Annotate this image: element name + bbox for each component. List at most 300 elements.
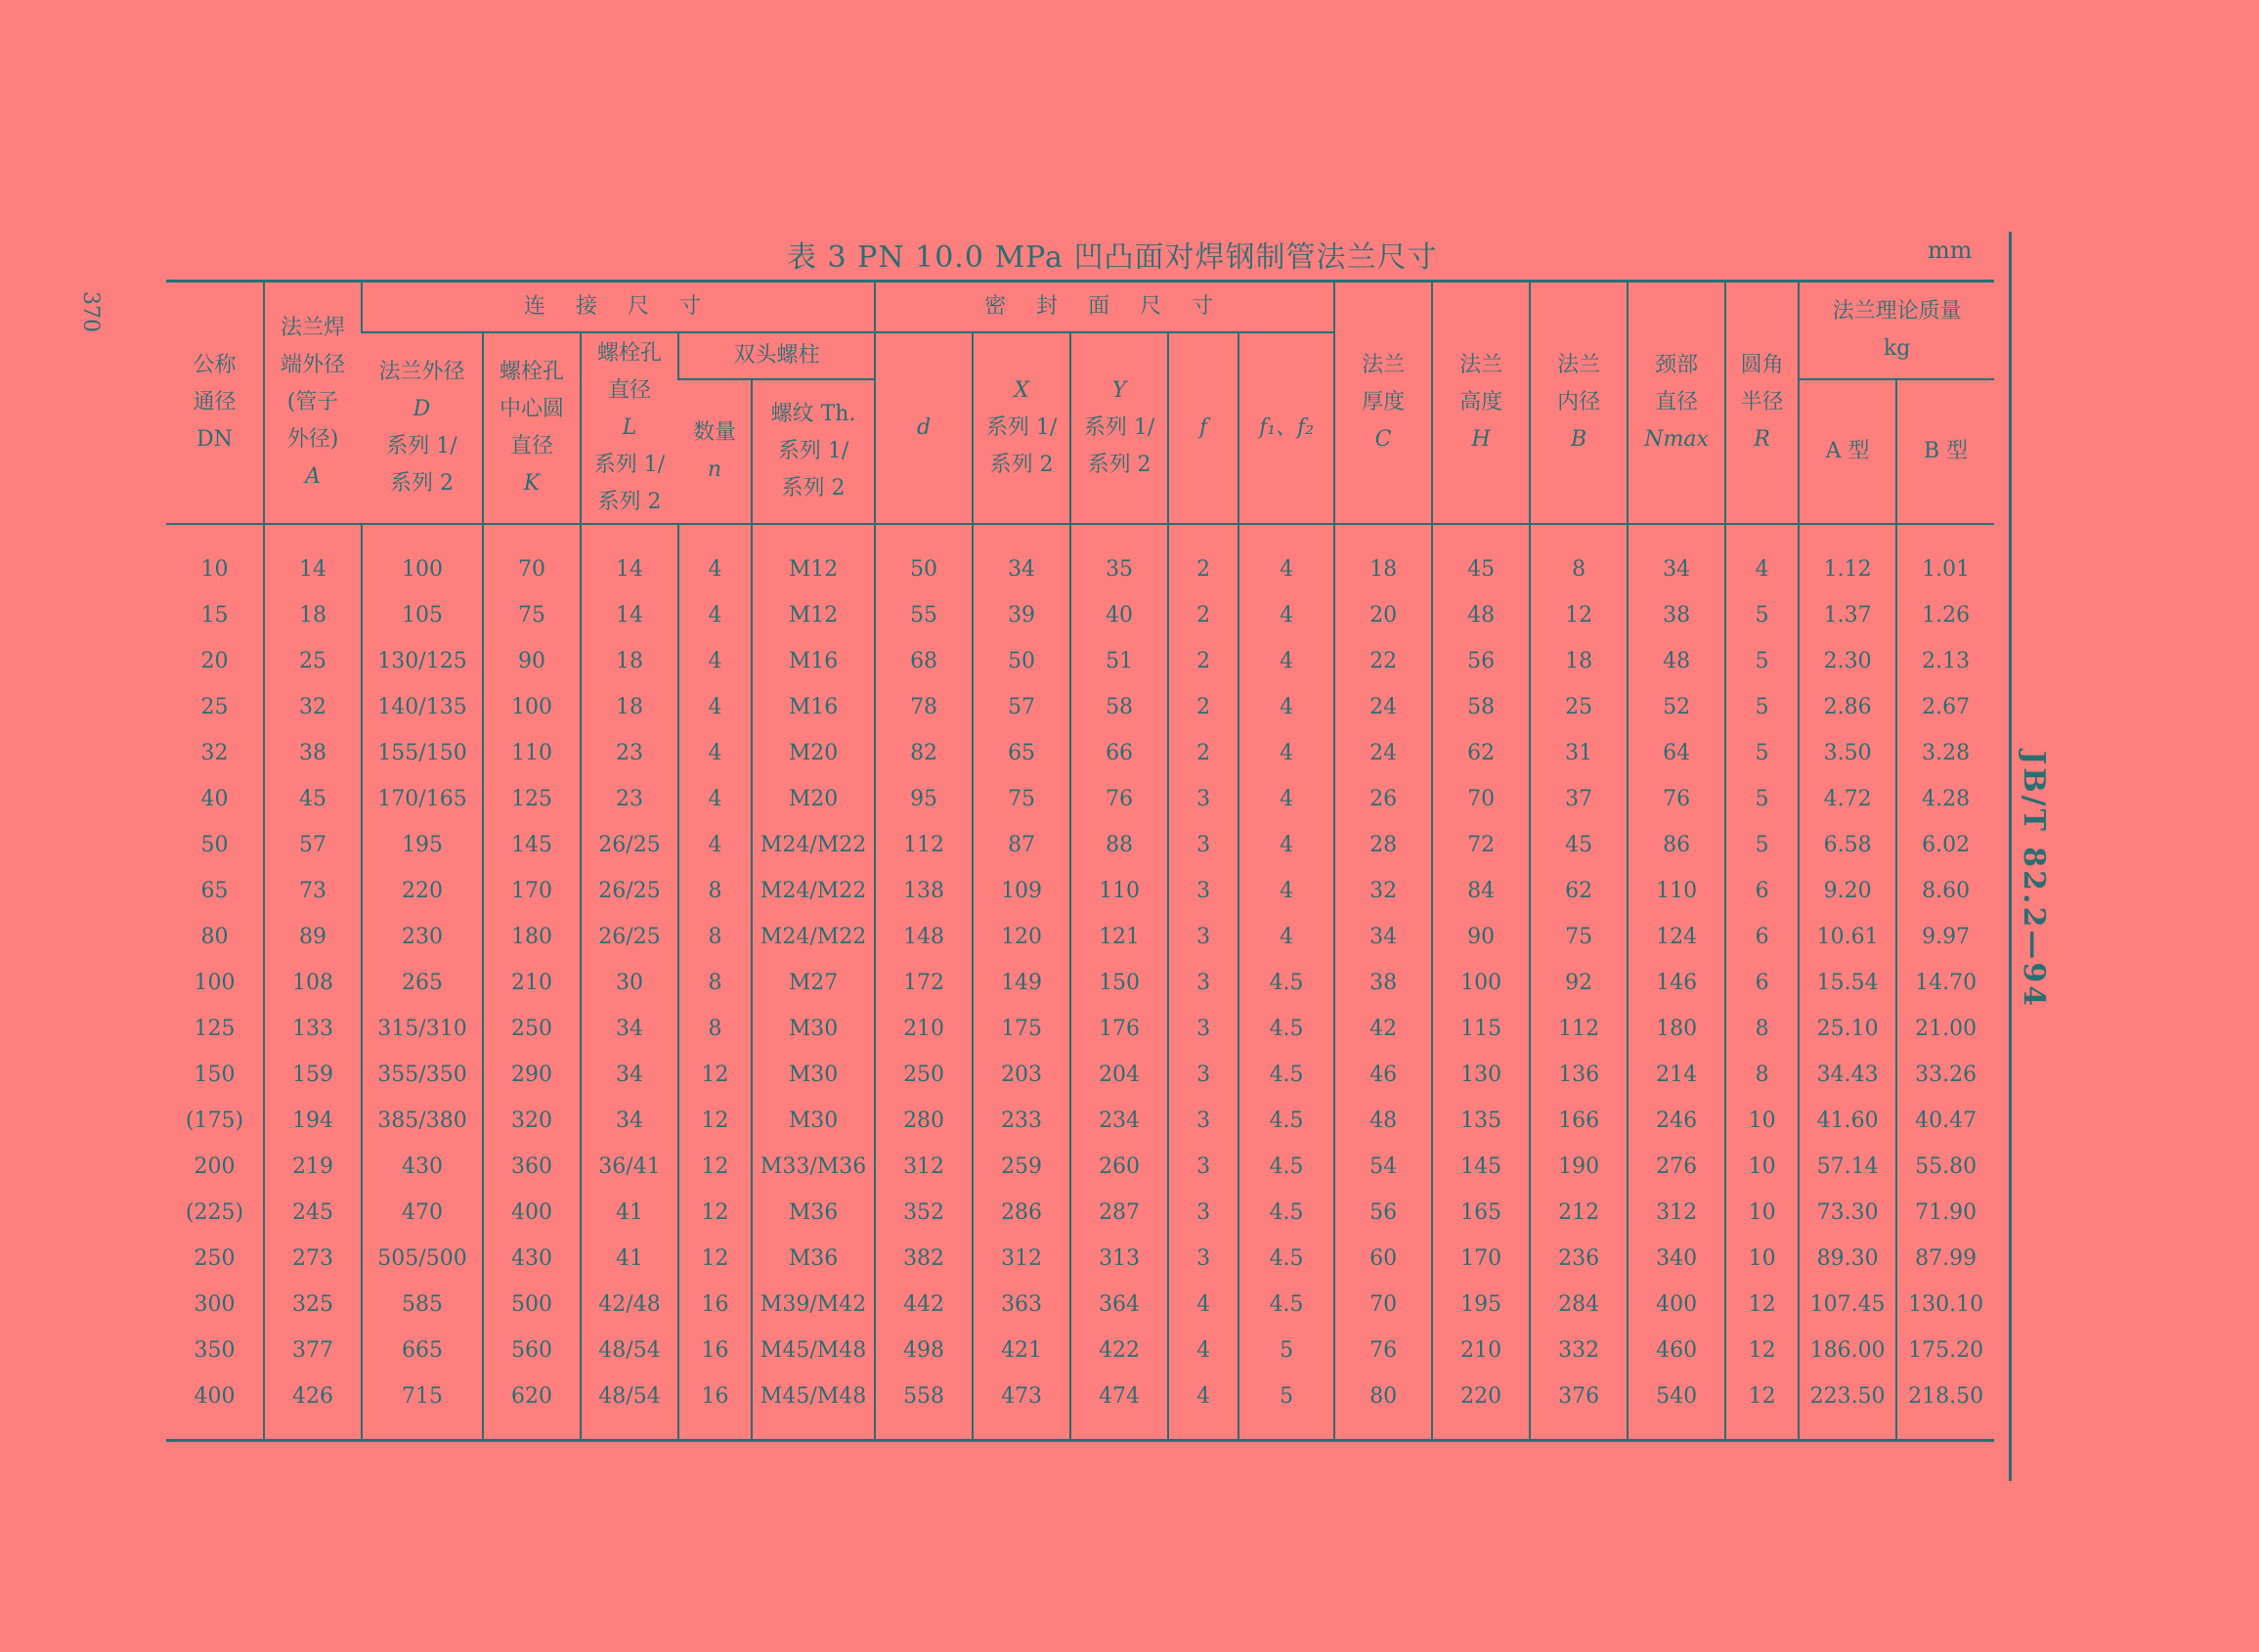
table-cell: 442	[875, 1282, 973, 1327]
table-cell: 4	[678, 524, 752, 592]
table-cell: 16	[678, 1327, 752, 1373]
table-row	[166, 1190, 1994, 1236]
table-cell: 4	[1168, 1282, 1238, 1327]
table-cell: 25.10	[1799, 1006, 1896, 1052]
table-cell: 1.01	[1896, 524, 1994, 592]
table-cell: 4	[678, 638, 752, 684]
header-mass-b: B 型	[1896, 379, 1994, 524]
table-cell: 41	[581, 1236, 678, 1282]
table-cell: 58	[1432, 684, 1530, 730]
header-a: 法兰焊 端外径 (管子 外径) A	[264, 282, 362, 525]
table-cell: 400	[483, 1190, 581, 1236]
table-cell: M27	[752, 960, 875, 1006]
table-cell: 26/25	[581, 914, 678, 960]
header-b: 法兰 内径 B	[1530, 282, 1628, 525]
table-cell: 68	[875, 638, 973, 684]
table-cell: 75	[1530, 914, 1628, 960]
table-cell: 9.97	[1896, 914, 1994, 960]
table-cell: 149	[973, 960, 1070, 1006]
table-cell: 65	[200, 879, 229, 903]
table-cell: 146	[1628, 960, 1725, 1006]
table-row	[166, 592, 1994, 638]
table-cell: 4	[1238, 914, 1334, 960]
table-cell: 2	[1168, 730, 1238, 776]
table-cell: 220	[1432, 1373, 1530, 1441]
table-cell: 10	[200, 557, 229, 582]
table-cell: 5	[1725, 638, 1799, 684]
header-k: 螺栓孔 中心圆 直径 K	[483, 332, 581, 524]
table-cell: 71.90	[1896, 1190, 1994, 1236]
page-number: 370	[78, 291, 103, 332]
table-cell: 38	[1628, 592, 1725, 638]
table-cell: 585	[362, 1282, 483, 1327]
table-cell: 56	[1334, 1190, 1432, 1236]
table-cell: 8	[1725, 1052, 1799, 1098]
table-cell: 42	[1334, 1006, 1432, 1052]
table-cell: M45/M48	[752, 1373, 875, 1441]
table-cell: 23	[581, 730, 678, 776]
table-cell: 48	[1432, 592, 1530, 638]
header-l: 螺栓孔 直径 L 系列 1/ 系列 2	[581, 332, 678, 524]
table-cell: 145	[1432, 1144, 1530, 1190]
table-cell: 180	[1628, 1006, 1725, 1052]
table-cell: 290	[483, 1052, 581, 1098]
table-cell: 3	[1168, 1190, 1238, 1236]
table-cell: 540	[1628, 1373, 1725, 1441]
table-cell: 259	[973, 1144, 1070, 1190]
table-cell: 4.5	[1238, 1144, 1334, 1190]
table-cell: 159	[264, 1052, 362, 1098]
table-cell: 190	[1530, 1144, 1628, 1190]
table-cell: 4.5	[1238, 1190, 1334, 1236]
table-cell: 3	[1168, 776, 1238, 822]
table-cell: 4	[1238, 776, 1334, 822]
table-cell: 313	[1070, 1236, 1168, 1282]
table-row	[166, 1236, 1994, 1282]
table-cell: 62	[1432, 730, 1530, 776]
table-cell: 40	[1070, 592, 1168, 638]
table-cell: 176	[1070, 1006, 1168, 1052]
right-margin-rule	[2009, 232, 2012, 1481]
table-cell: 34	[581, 1098, 678, 1144]
header-dn: 公称 通径 DN	[166, 282, 264, 525]
header-x: X 系列 1/ 系列 2	[973, 332, 1070, 524]
table-cell: 8	[1530, 524, 1628, 592]
table-cell: 130/125	[362, 638, 483, 684]
table-cell: 10	[1725, 1236, 1799, 1282]
table-cell: 34	[1628, 524, 1725, 592]
table-cell: 15	[200, 603, 229, 628]
table-cell: 3	[1168, 822, 1238, 868]
header-stud-bolt: 双头螺柱	[678, 332, 875, 379]
table-cell: 73.30	[1799, 1190, 1896, 1236]
table-cell: 12	[678, 1190, 752, 1236]
table-cell: 100	[1432, 960, 1530, 1006]
table-cell: 28	[1334, 822, 1432, 868]
table-cell: M30	[752, 1006, 875, 1052]
table-cell: 41.60	[1799, 1098, 1896, 1144]
table-cell: 250	[194, 1246, 236, 1271]
table-cell: 105	[362, 592, 483, 638]
table-cell: 8	[678, 960, 752, 1006]
table-cell: 195	[1432, 1282, 1530, 1327]
table-cell: 1.37	[1799, 592, 1896, 638]
table-cell: 52	[1628, 684, 1725, 730]
table-cell: 80	[1334, 1373, 1432, 1441]
table-cell: 86	[1628, 822, 1725, 868]
table-cell: M16	[752, 638, 875, 684]
table-cell: 12	[678, 1236, 752, 1282]
table-cell: 203	[973, 1052, 1070, 1098]
table-cell: 26	[1334, 776, 1432, 822]
table-cell: 218.50	[1896, 1373, 1994, 1441]
table-cell: 70	[1334, 1282, 1432, 1327]
table-cell: 25	[200, 695, 229, 719]
table-cell: 4.5	[1238, 1006, 1334, 1052]
table-cell: 37	[1530, 776, 1628, 822]
table-cell: 3.28	[1896, 730, 1994, 776]
table-cell: 34	[581, 1006, 678, 1052]
table-cell: 2	[1168, 592, 1238, 638]
table-cell: M45/M48	[752, 1327, 875, 1373]
header-f: f	[1168, 332, 1238, 524]
table-row	[166, 1006, 1994, 1052]
table-cell: 26/25	[581, 868, 678, 914]
header-y: Y 系列 1/ 系列 2	[1070, 332, 1168, 524]
table-cell: 505/500	[362, 1236, 483, 1282]
table-cell: 426	[264, 1373, 362, 1441]
table-cell: 286	[973, 1190, 1070, 1236]
table-cell: 5	[1725, 776, 1799, 822]
table-cell: 95	[875, 776, 973, 822]
table-cell: 233	[973, 1098, 1070, 1144]
table-cell: 8	[678, 868, 752, 914]
header-h: 法兰 高度 H	[1432, 282, 1530, 525]
table-cell: 4	[1238, 638, 1334, 684]
table-row	[166, 822, 1994, 868]
table-cell: 89	[264, 914, 362, 960]
table-cell: 72	[1432, 822, 1530, 868]
table-cell: 107.45	[1799, 1282, 1896, 1327]
table-cell: 50	[973, 638, 1070, 684]
table-cell: 172	[875, 960, 973, 1006]
table-row	[166, 868, 1994, 914]
table-cell: 110	[1070, 868, 1168, 914]
table-cell: 4	[678, 684, 752, 730]
table-cell: M20	[752, 730, 875, 776]
header-nmax: 颈部 直径 Nmax	[1628, 282, 1725, 525]
table-row	[166, 730, 1994, 776]
table-cell: 38	[264, 730, 362, 776]
table-cell: 133	[264, 1006, 362, 1052]
table-cell: 219	[264, 1144, 362, 1190]
table-cell: M30	[752, 1052, 875, 1098]
table-cell: M20	[752, 776, 875, 822]
table-cell: 140/135	[362, 684, 483, 730]
table-cell: 31	[1530, 730, 1628, 776]
table-cell: 4	[678, 592, 752, 638]
table-cell: 50	[200, 833, 229, 857]
table-cell: 48	[1334, 1098, 1432, 1144]
table-cell: 90	[483, 638, 581, 684]
table-cell: 175.20	[1896, 1327, 1994, 1373]
table-cell: 14	[264, 524, 362, 592]
unit-label: mm	[1928, 237, 1973, 264]
table-cell: 620	[483, 1373, 581, 1441]
table-cell: 92	[1530, 960, 1628, 1006]
table-cell: 57	[973, 684, 1070, 730]
table-cell: 560	[483, 1327, 581, 1373]
table-cell: 558	[875, 1373, 973, 1441]
table-cell: 3	[1168, 914, 1238, 960]
table-cell: 32	[1334, 868, 1432, 914]
table-cell: 20	[200, 649, 229, 674]
table-cell: 115	[1432, 1006, 1530, 1052]
table-cell: 166	[1530, 1098, 1628, 1144]
standard-number: JB/T 82.2—94	[2017, 751, 2051, 1010]
table-cell: 34	[581, 1052, 678, 1098]
table-cell: 352	[875, 1190, 973, 1236]
table-cell: 210	[483, 960, 581, 1006]
table-cell: 715	[362, 1373, 483, 1441]
header-f1-f2: f₁、f₂	[1238, 332, 1334, 524]
table-cell: 23	[581, 776, 678, 822]
table-cell: 22	[1334, 638, 1432, 684]
table-cell: M36	[752, 1190, 875, 1236]
table-row	[166, 1144, 1994, 1190]
table-cell: 5	[1238, 1373, 1334, 1441]
table-cell: 3	[1168, 1052, 1238, 1098]
table-cell: 4	[1168, 1373, 1238, 1441]
table-cell: 65	[973, 730, 1070, 776]
table-cell: M12	[752, 592, 875, 638]
table-cell: 6	[1725, 868, 1799, 914]
table-cell: 87	[973, 822, 1070, 868]
table-cell: 186.00	[1799, 1327, 1896, 1373]
table-row	[166, 524, 1994, 592]
table-cell: 4	[678, 730, 752, 776]
table-cell: 32	[200, 741, 229, 765]
table-cell: 48	[1628, 638, 1725, 684]
table-cell: 2	[1168, 684, 1238, 730]
table-cell: 45	[1432, 524, 1530, 592]
table-cell: 3	[1168, 868, 1238, 914]
table-row	[166, 1052, 1994, 1098]
table-cell: 112	[875, 822, 973, 868]
table-cell: 280	[875, 1098, 973, 1144]
table-cell: 260	[1070, 1144, 1168, 1190]
table-cell: 300	[194, 1292, 236, 1317]
table-cell: 287	[1070, 1190, 1168, 1236]
table-cell: 76	[1070, 776, 1168, 822]
table-cell: 4	[678, 776, 752, 822]
table-cell: 498	[875, 1327, 973, 1373]
table-cell: 39	[973, 592, 1070, 638]
table-cell: 4	[1238, 730, 1334, 776]
table-cell: 474	[1070, 1373, 1168, 1441]
table-cell: 250	[483, 1006, 581, 1052]
table-cell: 212	[1530, 1190, 1628, 1236]
table-cell: 33.26	[1896, 1052, 1994, 1098]
table-cell: 18	[264, 592, 362, 638]
header-d: d	[875, 332, 973, 524]
table-row	[166, 684, 1994, 730]
header-r: 圆角 半径 R	[1725, 282, 1799, 525]
table-cell: 350	[194, 1338, 236, 1363]
table-cell: 8	[678, 1006, 752, 1052]
table-cell: M30	[752, 1098, 875, 1144]
table-cell: 58	[1070, 684, 1168, 730]
table-cell: 214	[1628, 1052, 1725, 1098]
table-cell: 363	[973, 1282, 1070, 1327]
table-cell: 8	[678, 914, 752, 960]
table-cell: 3	[1168, 1006, 1238, 1052]
table-cell: 125	[483, 776, 581, 822]
table-cell: 16	[678, 1282, 752, 1327]
table-cell: 73	[264, 868, 362, 914]
table-cell: 332	[1530, 1327, 1628, 1373]
table-cell: M16	[752, 684, 875, 730]
header-mass-a: A 型	[1799, 379, 1896, 524]
table-cell: 385/380	[362, 1098, 483, 1144]
table-cell: 87.99	[1896, 1236, 1994, 1282]
table-cell: 109	[973, 868, 1070, 914]
table-cell: 136	[1530, 1052, 1628, 1098]
table-cell: 60	[1334, 1236, 1432, 1282]
table-cell: 145	[483, 822, 581, 868]
table-cell: 88	[1070, 822, 1168, 868]
table-cell: 4	[1238, 684, 1334, 730]
table-cell: 4.72	[1799, 776, 1896, 822]
table-cell: 48/54	[581, 1373, 678, 1441]
table-cell: 6.02	[1896, 822, 1994, 868]
table-cell: 165	[1432, 1190, 1530, 1236]
table-cell: 4	[1238, 822, 1334, 868]
table-cell: 194	[264, 1098, 362, 1144]
table-cell: 245	[264, 1190, 362, 1236]
table-cell: 108	[264, 960, 362, 1006]
header-theoretical-mass: 法兰理论质量 kg	[1799, 282, 1994, 380]
table-cell: 66	[1070, 730, 1168, 776]
table-cell: 90	[1432, 914, 1530, 960]
table-cell: 3	[1168, 1098, 1238, 1144]
table-cell: 38	[1334, 960, 1432, 1006]
table-cell: 665	[362, 1327, 483, 1373]
table-cell: 422	[1070, 1327, 1168, 1373]
table-cell: 14.70	[1896, 960, 1994, 1006]
table-cell: 46	[1334, 1052, 1432, 1098]
table-row	[166, 776, 1994, 822]
table-cell: 57.14	[1799, 1144, 1896, 1190]
table-cell: 45	[1530, 822, 1628, 868]
table-cell: 155/150	[362, 730, 483, 776]
table-cell: 12	[1530, 592, 1628, 638]
table-cell: 6	[1725, 960, 1799, 1006]
table-cell: 62	[1530, 868, 1628, 914]
table-cell: 4.5	[1238, 1236, 1334, 1282]
table-cell: 18	[581, 638, 678, 684]
table-cell: 230	[362, 914, 483, 960]
table-cell: 14	[581, 524, 678, 592]
table-cell: 18	[581, 684, 678, 730]
table-cell: 6.58	[1799, 822, 1896, 868]
table-cell: 2.13	[1896, 638, 1994, 684]
table-cell: 10	[1725, 1190, 1799, 1236]
table-cell: 5	[1725, 684, 1799, 730]
table-cell: 57	[264, 822, 362, 868]
table-cell: 265	[362, 960, 483, 1006]
table-cell: 8	[1725, 1006, 1799, 1052]
table-cell: 100	[362, 524, 483, 592]
table-cell: 24	[1334, 730, 1432, 776]
table-cell: 10.61	[1799, 914, 1896, 960]
table-cell: 6	[1725, 914, 1799, 960]
table-cell: M12	[752, 524, 875, 592]
table-cell: 25	[1530, 684, 1628, 730]
table-cell: 16	[678, 1373, 752, 1441]
table-cell: 25	[264, 638, 362, 684]
table-cell: 2.67	[1896, 684, 1994, 730]
table-cell: 10	[1725, 1098, 1799, 1144]
table-cell: 48/54	[581, 1327, 678, 1373]
table-cell: 180	[483, 914, 581, 960]
table-cell: 150	[194, 1063, 236, 1087]
table-cell: 170/165	[362, 776, 483, 822]
table-cell: 55	[875, 592, 973, 638]
table-cell: 24	[1334, 684, 1432, 730]
table-row	[166, 638, 1994, 684]
table-cell: 204	[1070, 1052, 1168, 1098]
table-cell: 30	[581, 960, 678, 1006]
header-n: 数量 n	[678, 379, 752, 524]
table-cell: 273	[264, 1236, 362, 1282]
table-cell: 70	[1432, 776, 1530, 822]
table-cell: 2	[1168, 638, 1238, 684]
table-cell: (225)	[185, 1200, 244, 1225]
table-cell: 8.60	[1896, 868, 1994, 914]
table-cell: 35	[1070, 524, 1168, 592]
table-caption: 表 3 PN 10.0 MPa 凹凸面对焊钢制管法兰尺寸	[787, 240, 1438, 275]
table-cell: 325	[264, 1282, 362, 1327]
table-cell: 236	[1530, 1236, 1628, 1282]
table-cell: 470	[362, 1190, 483, 1236]
table-cell: 312	[973, 1236, 1070, 1282]
table-cell: M24/M22	[752, 822, 875, 868]
table-cell: 36/41	[581, 1144, 678, 1190]
table-cell: 100	[483, 684, 581, 730]
table-cell: 312	[875, 1144, 973, 1190]
header-c: 法兰 厚度 C	[1334, 282, 1432, 525]
table-cell: 112	[1530, 1006, 1628, 1052]
table-cell: 5	[1725, 592, 1799, 638]
table-body	[166, 524, 1994, 1441]
table-cell: 3	[1168, 1144, 1238, 1190]
table-cell: 276	[1628, 1144, 1725, 1190]
header-d-outer: 法兰外径 D 系列 1/ 系列 2	[362, 332, 483, 524]
table-cell: 400	[1628, 1282, 1725, 1327]
table-cell: 4	[1238, 592, 1334, 638]
table-cell: 135	[1432, 1098, 1530, 1144]
table-cell: 75	[973, 776, 1070, 822]
table-cell: 1.26	[1896, 592, 1994, 638]
table-cell: 246	[1628, 1098, 1725, 1144]
table-cell: 12	[678, 1098, 752, 1144]
header-thread: 螺纹 Th. 系列 1/ 系列 2	[752, 379, 875, 524]
table-cell: 500	[483, 1282, 581, 1327]
table-cell: 234	[1070, 1098, 1168, 1144]
table-cell: 12	[1725, 1282, 1799, 1327]
table-cell: M33/M36	[752, 1144, 875, 1190]
